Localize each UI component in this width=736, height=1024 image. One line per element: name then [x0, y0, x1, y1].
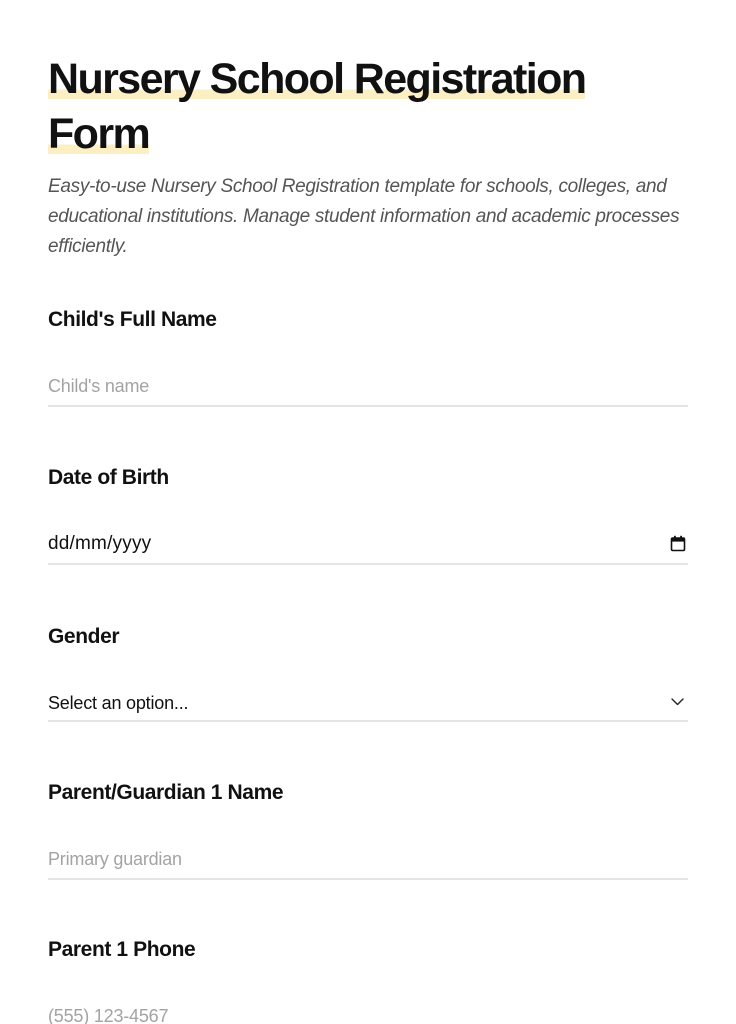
parent1-name-field	[48, 780, 688, 880]
calendar-icon[interactable]	[670, 535, 686, 552]
parent1-name-control	[48, 840, 688, 880]
gender-field	[48, 624, 688, 722]
parent1-name-input[interactable]	[48, 840, 688, 878]
parent1-name-label: Parent/Guardian 1 Name	[48, 781, 284, 804]
child-name-field	[48, 307, 688, 407]
form-header	[48, 0, 688, 262]
child-name-control	[48, 367, 688, 407]
date-of-birth-field	[48, 465, 688, 565]
chevron-down-icon	[671, 698, 684, 706]
date-of-birth-value: dd/mm/yyyy	[48, 533, 152, 554]
gender-select-value: Select an option...	[48, 693, 189, 713]
parent1-phone-control	[48, 997, 688, 1024]
child-name-input[interactable]	[48, 367, 688, 405]
gender-label: Gender	[48, 625, 120, 648]
date-of-birth-input[interactable]	[48, 525, 688, 565]
form-description: Easy-to-use Nursery School Registration template for schools, colleges, and educational institutions. Manage student information and academic processes efficiently.	[48, 176, 680, 257]
child-name-label: Child's Full Name	[48, 308, 217, 331]
parent1-phone-input[interactable]	[48, 997, 688, 1024]
form-title-line-1: Nursery School Registration	[48, 55, 586, 103]
gender-select[interactable]	[48, 684, 688, 722]
form-title	[48, 52, 648, 162]
form-title-line-2: Form	[48, 110, 150, 158]
parent1-phone-field	[48, 937, 688, 1024]
parent1-phone-label: Parent 1 Phone	[48, 938, 196, 961]
date-of-birth-label: Date of Birth	[48, 466, 169, 489]
